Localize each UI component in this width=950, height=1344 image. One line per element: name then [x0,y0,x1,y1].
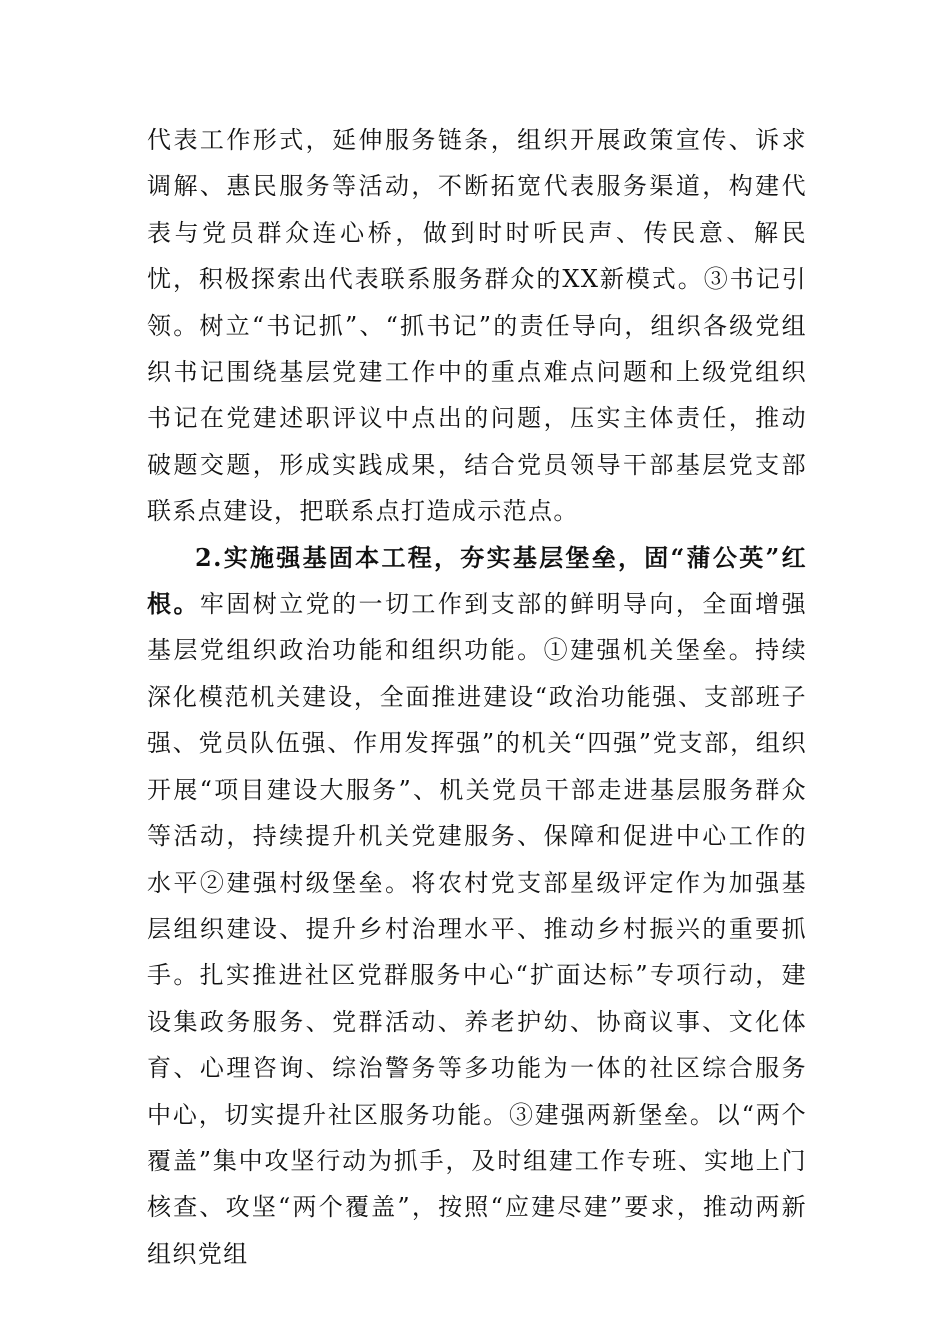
paragraph-1 [147,117,807,535]
document-body [147,117,807,1277]
paragraph-2-text: 牢固树立党的一切工作到支部的鲜明导向，全面增强基层党组织政治功能和组织功能。①建强机关堡垒。持续深化模范机关建设，全面推进建设“政治功能强、支部班子强、党员队伍强、作用发挥强”的机关“四强”党支部，组织开展“项目建设大服务”、机关党员干部走进基层服务群众等活动，持续提升机关党建服务、保障和促进中心工作的水平②建强村级堡垒。将农村党支部星级评定作为加强基层组织建设、提升乡村治理水平、推动乡村振兴的重要抓手。扎实推进社区党群服务中心“扩面达标”专项行动，建设集政务服务、党群活动、养老护幼、协商议事、文化体育、心理咨询、综治警务等多功能为一体的社区综合服务中心，切实提升社区服务功能。③建强两新堡垒。以“两个覆盖”集中攻坚行动为抓手，及时组建工作专班、实地上门核查、攻坚“两个覆盖”，按照“应建尽建”要求，推动两新组织党组 [147,590,807,1268]
section-heading: 2.实施强基固本工程，夯实基层堡垒，固“蒲公英”红根。 [147,542,807,619]
paragraph-2 [147,535,807,1278]
paragraph-1-text: 代表工作形式，延伸服务链条，组织开展政策宣传、诉求调解、惠民服务等活动，不断拓宽代表服务渠道，构建代表与党员群众连心桥，做到时时听民声、传民意、解民忧，积极探索出代表联系服务群众的XX新模式。③书记引领。树立“书记抓”、“抓书记”的责任导向，组织各级党组织书记围绕基层党建工作中的重点难点问题和上级党组织书记在党建述职评议中点出的问题，压实主体责任，推动破题交题，形成实践成果，结合党员领导干部基层党支部联系点建设，把联系点打造成示范点。 [147,126,807,526]
